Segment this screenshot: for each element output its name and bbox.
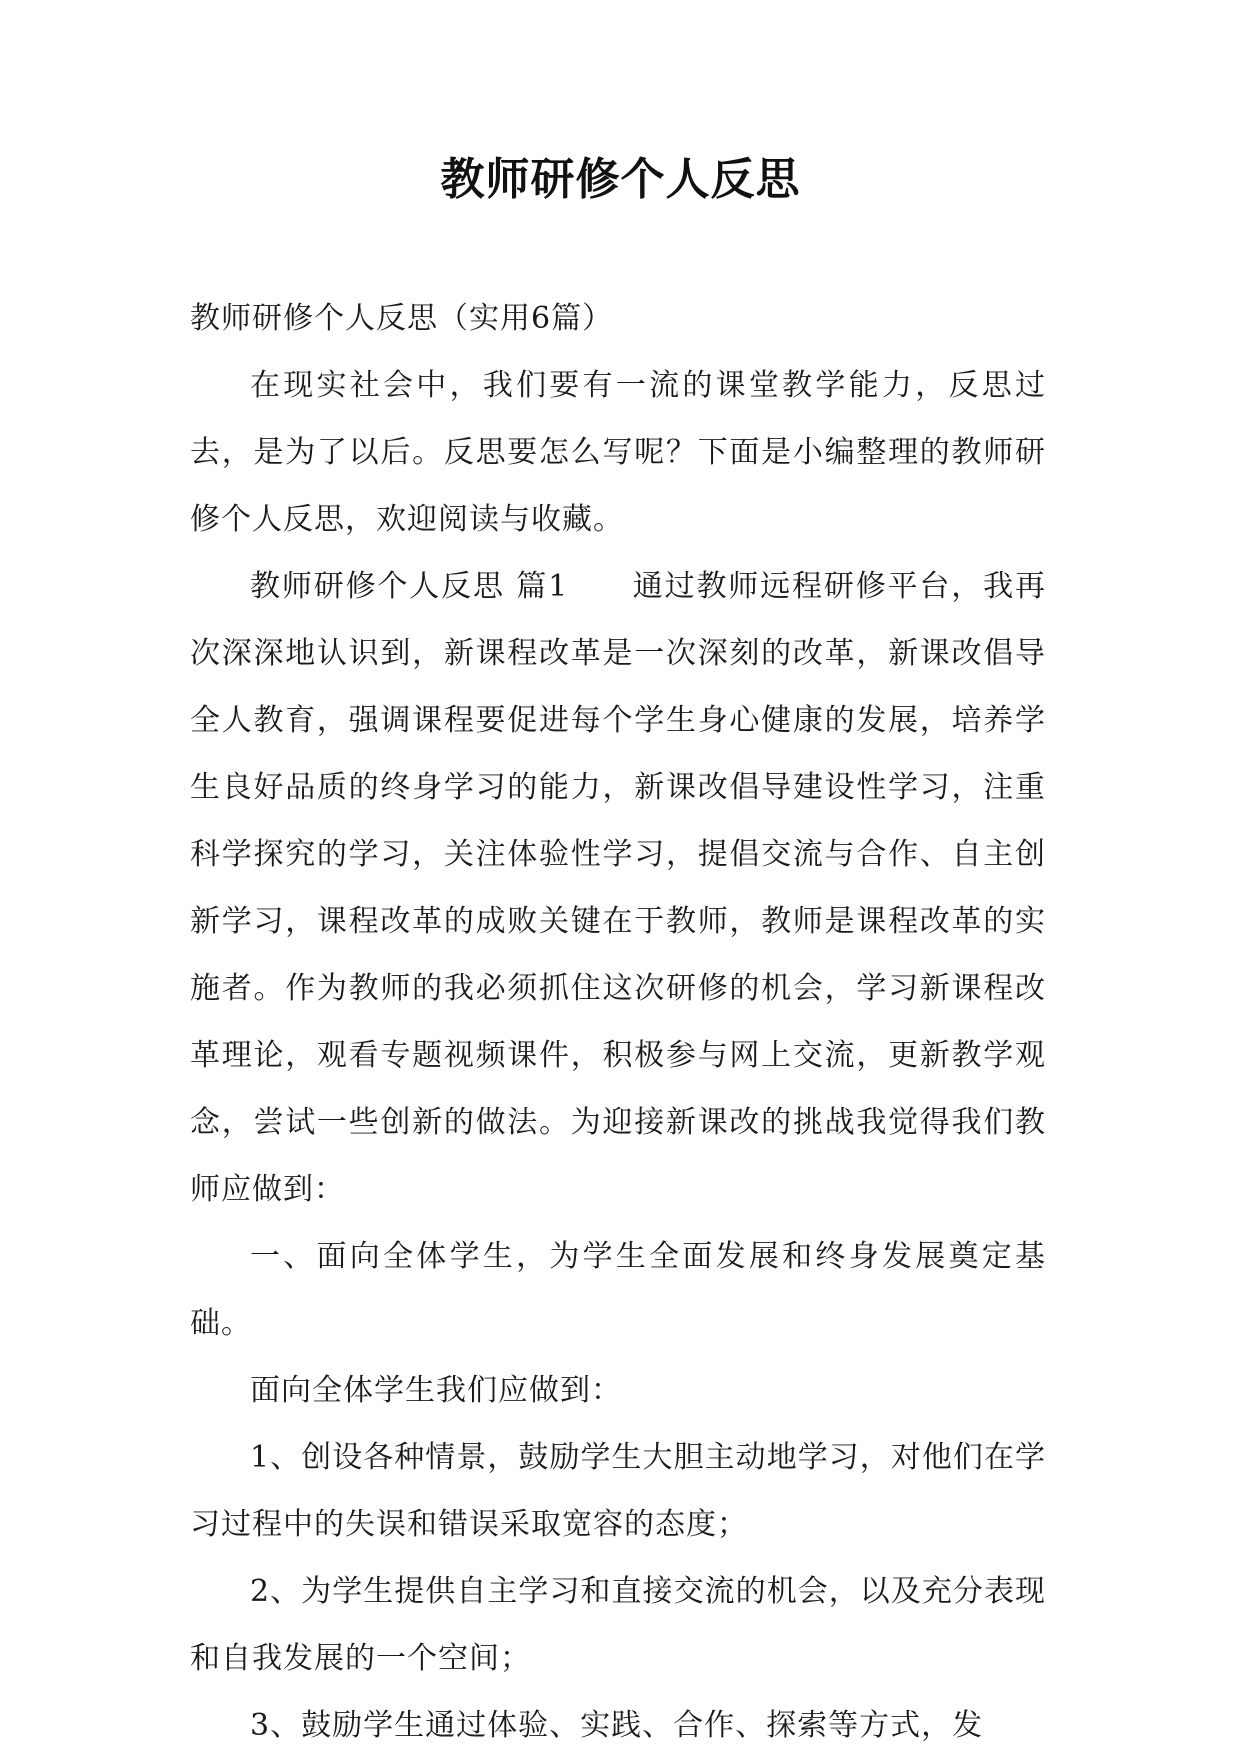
document-subtitle: 教师研修个人反思（实用6篇）: [190, 301, 614, 336]
document-title: 教师研修个人反思: [440, 154, 801, 205]
paragraph-part-1: 教师研修个人反思 篇1 通过教师远程研修平台，我再次深深地认识到，新课程改革是一次深刻的改革，新课改倡导全人教育，强调课程要促进每个学生身心健康的发展，培养学生良好品质的终身学习的能力，新课改倡导建设性学习，注重科学探究的学习，关注体验性学习，提倡交流与合作、自主创新学习，课程改革的成败关键在于教师，教师是课程改革的实施者。作为教师的我必须抓住这次研修的机会，学习新课程改革理论，观看专题视频课件，积极参与网上交流，更新教学观念，尝试一些创新的做法。为迎接新课改的挑战我觉得我们教师应做到：: [190, 569, 1046, 1207]
paragraph-item-2: 2、为学生提供自主学习和直接交流的机会，以及充分表现和自我发展的一个空间；: [190, 1574, 1046, 1676]
paragraph-should-do: 面向全体学生我们应做到：: [250, 1373, 622, 1408]
paragraph-point-one: 一、面向全体学生，为学生全面发展和终身发展奠定基础。: [190, 1239, 1046, 1341]
document-body: [190, 285, 1046, 1759]
paragraph-item-1: 1、创设各种情景，鼓励学生大胆主动地学习，对他们在学习过程中的失误和错误采取宽容的态度；: [190, 1440, 1046, 1542]
paragraph-intro: 在现实社会中，我们要有一流的课堂教学能力，反思过去，是为了以后。反思要怎么写呢？下面是小编整理的教师研修个人反思，欢迎阅读与收藏。: [190, 368, 1046, 537]
paragraph-item-3: 3、鼓励学生通过体验、实践、合作、探索等方式，发: [250, 1708, 984, 1743]
